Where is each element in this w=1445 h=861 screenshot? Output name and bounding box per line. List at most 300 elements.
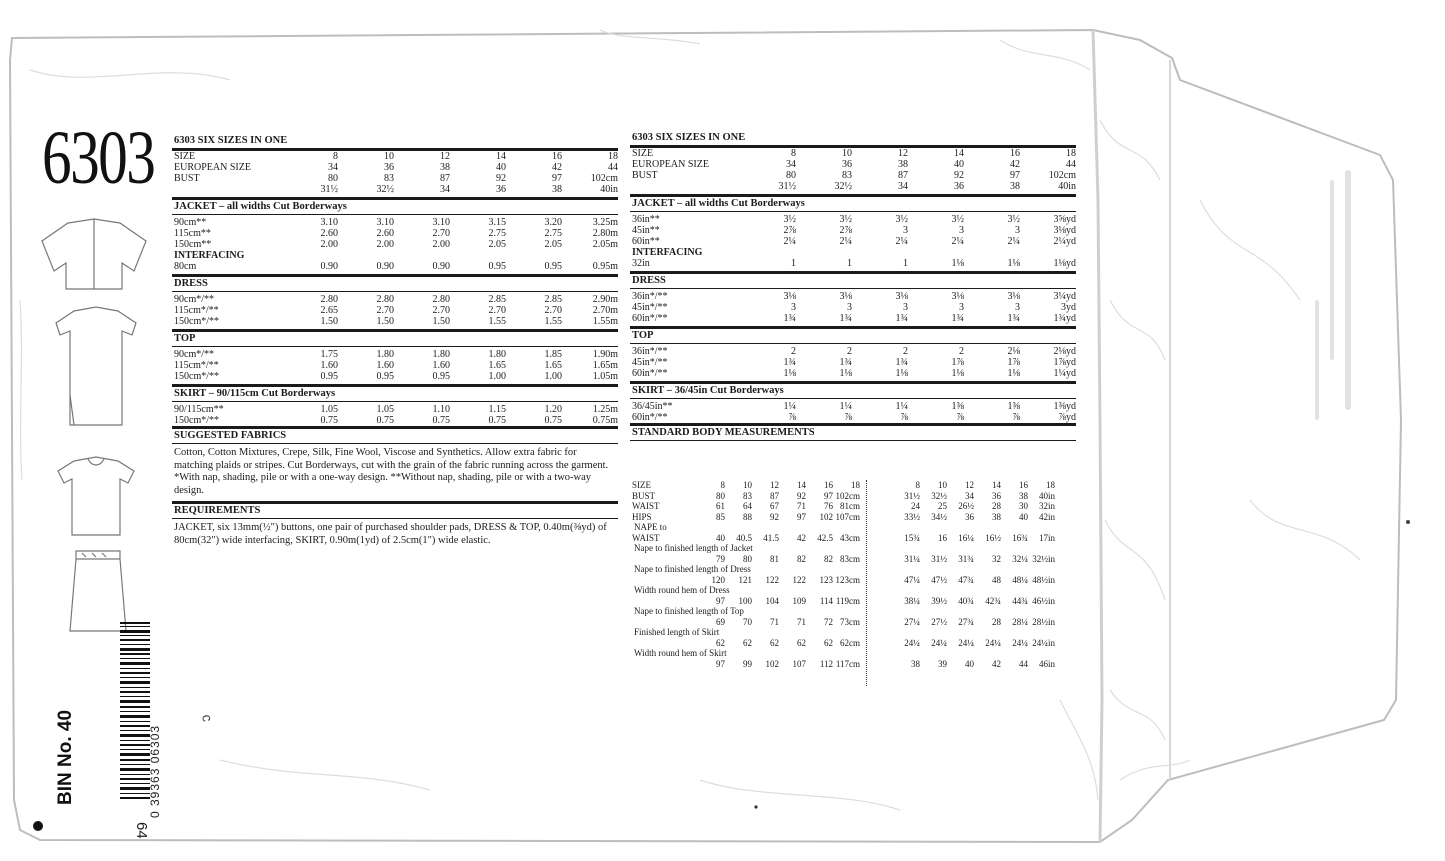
table-cell: 1.25m [592, 404, 618, 415]
suggested-fabrics-heading: SUGGESTED FABRICS [174, 430, 287, 441]
table-cell: 102cm [1048, 170, 1076, 181]
measurement-cell-cm: 43cm [840, 532, 860, 543]
table-cell: 3⅛ [1007, 291, 1020, 302]
table-cell: 2.05m [592, 239, 618, 250]
table-cell: 1.85 [544, 349, 562, 360]
table-row [172, 173, 618, 184]
table-cell: 1¼ [839, 401, 852, 412]
row-label: 45in** [632, 225, 660, 236]
measurement-cell-in: 47½ [931, 574, 947, 585]
table-cell: 1.15 [488, 404, 506, 415]
table-cell: 80 [328, 173, 338, 184]
table-cell: 0.75m [592, 415, 618, 426]
measurement-cell-cm: 73cm [840, 616, 860, 627]
measurement-caption: Nape to finished length of Top [634, 606, 744, 616]
table-cell: 3½ [951, 214, 964, 225]
table-cell: 3.15 [488, 217, 506, 228]
table-cell: 36 [842, 159, 852, 170]
measurement-cell-cm: 92 [797, 490, 806, 501]
table-cell: 0.90 [320, 261, 338, 272]
table-cell: 3 [1015, 302, 1020, 313]
table-cell: 2.75 [488, 228, 506, 239]
table-cell: 3.25m [592, 217, 618, 228]
measurement-cell-cm: 79 [716, 553, 725, 564]
measurement-cell-in: 40in [1038, 490, 1055, 501]
measurement-cell-in: 12 [965, 480, 974, 490]
section-heading: SKIRT – 90/115cm Cut Borderways [174, 388, 336, 399]
measurement-cell-in: 36 [965, 511, 974, 522]
row-label: 90cm** [174, 217, 207, 228]
table-cell: 1⅞ [1007, 357, 1020, 368]
measurement-cell-cm: 107 [792, 658, 806, 669]
table-cell: 2 [791, 346, 796, 357]
table-cell: 1.00 [488, 371, 506, 382]
measurement-cell-cm: 107cm [835, 511, 860, 522]
table-row [172, 162, 618, 173]
measurement-cell-in: 24¼ [931, 637, 947, 648]
table-cell: 38 [1010, 181, 1020, 192]
row-label [630, 181, 740, 192]
table-cell: 1.65 [544, 360, 562, 371]
measurement-cell-in: 27½ [931, 616, 947, 627]
page-number: 64 [133, 822, 150, 839]
table-cell: 14 [496, 151, 506, 162]
table-row [172, 360, 618, 371]
stray-mark: c [199, 713, 216, 723]
section-heading: SKIRT – 36/45in Cut Borderways [632, 385, 784, 396]
measurement-cell-cm: 117cm [835, 658, 860, 669]
measurement-cell-in: 39½ [931, 595, 947, 606]
measurement-cell-in: 42in [1038, 511, 1055, 522]
measurement-cell-cm: 69 [716, 616, 725, 627]
measurement-label [632, 554, 698, 565]
table-cell: 2.00 [320, 239, 338, 250]
row-label: 45in*/** [632, 302, 668, 313]
table-cell: 1.60 [432, 360, 450, 371]
table-cell: 1.75 [320, 349, 338, 360]
measurement-cell-cm: 85 [716, 511, 725, 522]
table-cell: 10 [842, 148, 852, 159]
measurement-label [632, 596, 698, 607]
table-row [630, 181, 1076, 192]
row-label: 60in*/** [632, 412, 668, 423]
table-cell: 2.70m [592, 305, 618, 316]
measurement-cell-in: 14 [992, 480, 1001, 490]
table-row [172, 404, 618, 415]
measurement-cell-in: 28 [992, 501, 1001, 511]
measurement-cell-cm: 99 [743, 658, 752, 669]
row-label: BUST [632, 170, 658, 181]
flat-sketches [38, 215, 150, 660]
table-cell: 1¾yd [1053, 313, 1076, 324]
table-row [172, 316, 618, 327]
table-cell: 1⅜ [1007, 401, 1020, 412]
row-label: INTERFACING [632, 247, 703, 258]
table-cell: ⅞yd [1058, 412, 1076, 423]
table-cell: 3 [847, 302, 852, 313]
table-cell: 2 [847, 346, 852, 357]
table-cell: 0.95 [432, 371, 450, 382]
measurement-cell-cm: 16 [824, 480, 833, 490]
table-cell: 1.80 [376, 349, 394, 360]
table-cell: 1¾ [1007, 313, 1020, 324]
table-cell: 0.95 [488, 261, 506, 272]
measurement-row [632, 501, 1072, 512]
measurement-cell-cm: 71 [797, 616, 806, 627]
table-cell: 3½ [783, 214, 796, 225]
measurement-cell-cm: 18 [851, 480, 860, 490]
measurement-cell-cm: 67 [770, 501, 779, 511]
table-cell: 2¼ [951, 236, 964, 247]
row-label: 90/115cm** [174, 404, 224, 415]
row-label: 80cm [174, 261, 197, 272]
measurement-label [632, 638, 698, 649]
table-cell: 31½ [320, 184, 338, 195]
measurement-cell-cm: 121 [738, 574, 752, 585]
measurement-cell-cm: 81 [770, 553, 779, 564]
measurement-cell-cm: 123cm [835, 574, 860, 585]
table-cell: 1¾ [839, 357, 852, 368]
measurement-cell-in: 48¼ [1012, 574, 1028, 585]
measurement-cell-in: 39 [938, 658, 947, 669]
measurement-cell-cm: 82 [824, 553, 833, 564]
table-row [172, 217, 618, 228]
measurement-caption: Nape to finished length of Jacket [634, 543, 753, 553]
table-cell: 31½ [778, 181, 796, 192]
body-measurements-heading: STANDARD BODY MEASUREMENTS [632, 427, 815, 438]
table-cell: 1⅛ [1007, 258, 1020, 269]
table-row [172, 349, 618, 360]
table-cell: 92 [496, 173, 506, 184]
barcode-icon [120, 622, 150, 802]
measurement-cell-cm: 40 [716, 532, 725, 543]
table-cell: 44 [1066, 159, 1076, 170]
table-cell: 1⅛yd [1053, 258, 1076, 269]
measurement-cell-cm: 97 [716, 595, 725, 606]
sketch-group [38, 215, 150, 655]
table-cell: 3.20 [544, 217, 562, 228]
table-row [172, 261, 618, 272]
table-cell: 38 [552, 184, 562, 195]
measurement-cell-in: 48 [992, 574, 1001, 585]
measurement-cell-in: 32 [992, 553, 1001, 564]
table-cell: 2.80 [320, 294, 338, 305]
table-cell: 1¾ [783, 357, 796, 368]
table-cell: 0.90 [376, 261, 394, 272]
measurement-cell-cm: 123 [819, 574, 833, 585]
table-cell: 40 [496, 162, 506, 173]
bin-number: BIN No. 40 [55, 709, 76, 805]
measurement-label: BUST [632, 490, 656, 501]
section-heading: DRESS [632, 275, 666, 286]
row-label: 150cm*/** [174, 415, 219, 426]
table-cell: 2.70 [544, 305, 562, 316]
table-cell: 2.75 [544, 228, 562, 239]
measurement-cell-cm: 72 [824, 616, 833, 627]
row-label: 32in [632, 258, 650, 269]
row-label: SIZE [174, 151, 196, 162]
table-cell: 40in [1058, 181, 1076, 192]
table-cell: 92 [954, 170, 964, 181]
table-cell: 2.00 [432, 239, 450, 250]
table-cell: 1⅛ [895, 368, 908, 379]
table-cell: 18 [1066, 148, 1076, 159]
table-cell [796, 247, 852, 258]
table-cell [964, 247, 1020, 258]
table-row [172, 305, 618, 316]
table-cell: 1¾ [951, 313, 964, 324]
table-cell: 12 [898, 148, 908, 159]
table-cell: 34 [786, 159, 796, 170]
measurement-cell-in: 44 [1019, 658, 1028, 669]
table-row [172, 151, 618, 162]
table-cell: 3⅝yd [1053, 214, 1076, 225]
measurement-cell-in: 47¾ [958, 574, 974, 585]
measurement-cell-in: 46½in [1032, 595, 1055, 606]
measurement-cell-in: 16 [1019, 480, 1028, 490]
table-cell: 2.80m [592, 228, 618, 239]
table-cell: 1.50 [320, 316, 338, 327]
table-row [630, 368, 1076, 379]
table-cell: 2⅞ [783, 225, 796, 236]
table-cell: 2.80 [432, 294, 450, 305]
measurement-cell-cm: 41.5 [763, 532, 779, 543]
measurement-row [632, 596, 1072, 607]
table-cell: 1.65m [592, 360, 618, 371]
table-cell: 1.05m [592, 371, 618, 382]
row-label: 36/45in** [632, 401, 673, 412]
table-cell: 1¾ [839, 313, 852, 324]
measurement-cell-cm: 102cm [835, 490, 860, 501]
measurement-cell-in: 31¼ [904, 553, 920, 564]
row-label: 60in** [632, 236, 660, 247]
row-label: EUROPEAN SIZE [632, 159, 709, 170]
table-cell: 0.95m [592, 261, 618, 272]
row-label: 36in*/** [632, 291, 668, 302]
measurement-row [632, 617, 1072, 628]
measurement-cell-in: 42 [992, 658, 1001, 669]
table-cell: 0.75 [488, 415, 506, 426]
table-cell: 1¼ [783, 401, 796, 412]
table-cell: 1⅜yd [1053, 401, 1076, 412]
table-cell: 3yd [1061, 302, 1076, 313]
imperial-size-table [630, 148, 1076, 192]
table-cell: 18 [608, 151, 618, 162]
table-cell: 1.50 [376, 316, 394, 327]
barcode-digits: 0 39363 06303 [148, 724, 162, 818]
measurement-cell-in: 36 [992, 490, 1001, 501]
measurement-cell-in: 24¼ [904, 637, 920, 648]
measurement-cell-cm: 64 [743, 501, 752, 511]
table-cell: 1.05 [320, 404, 338, 415]
measurement-cell-in: 46in [1038, 658, 1055, 669]
table-cell [852, 247, 908, 258]
table-cell: 42 [552, 162, 562, 173]
nape-label: NAPE to [634, 522, 667, 532]
measurement-row [632, 554, 1072, 565]
metric-yardage-panel [172, 134, 618, 551]
table-cell: 1¼yd [1053, 368, 1076, 379]
measurement-cell-in: 28½in [1032, 616, 1055, 627]
table-cell: 2.05 [544, 239, 562, 250]
measurement-cell-cm: 40.5 [736, 532, 752, 543]
table-cell: 1.80 [488, 349, 506, 360]
table-cell [394, 250, 450, 261]
table-cell: 2¼ [1007, 236, 1020, 247]
measurement-row [632, 638, 1072, 649]
table-cell: 8 [791, 148, 796, 159]
measurement-cell-in: 24¼ [1012, 637, 1028, 648]
table-cell: 16 [552, 151, 562, 162]
table-cell: 40 [954, 159, 964, 170]
measurement-row [632, 512, 1072, 523]
table-cell: 44 [608, 162, 618, 173]
table-cell: 1 [903, 258, 908, 269]
measurement-cell-cm: 12 [770, 480, 779, 490]
table-cell: 1.20 [544, 404, 562, 415]
measurement-cell-in: 10 [938, 480, 947, 490]
table-cell: 1⅜ [951, 401, 964, 412]
measurement-cell-cm: 62 [824, 637, 833, 648]
measurement-label: SIZE [632, 480, 651, 490]
table-cell: 2⅛yd [1053, 346, 1076, 357]
table-row [172, 184, 618, 195]
measurement-cell-cm: 97 [797, 511, 806, 522]
table-cell: 36 [496, 184, 506, 195]
table-cell: 3 [791, 302, 796, 313]
table-cell: 3.10 [320, 217, 338, 228]
row-label: 90cm*/** [174, 294, 214, 305]
table-cell: 3½ [1007, 214, 1020, 225]
table-row [630, 313, 1076, 324]
table-cell: 36 [384, 162, 394, 173]
measurement-cell-in: 32½in [1032, 553, 1055, 564]
table-cell: 1¼ [895, 401, 908, 412]
table-row [630, 302, 1076, 313]
table-cell: 3 [959, 302, 964, 313]
table-cell: 3⅛ [895, 291, 908, 302]
measurement-cell-cm: 97 [716, 658, 725, 669]
table-row [630, 159, 1076, 170]
table-cell: 3¼yd [1053, 291, 1076, 302]
measurement-cell-in: 38 [992, 511, 1001, 522]
table-cell: 40in [600, 184, 618, 195]
table-cell: 1.80 [432, 349, 450, 360]
measurement-cell-cm: 83 [743, 490, 752, 501]
table-row [630, 291, 1076, 302]
table-cell: 1⅛ [951, 368, 964, 379]
measurement-cell-cm: 62 [743, 637, 752, 648]
column-gap [860, 575, 887, 586]
measurement-cell-cm: 114 [819, 595, 833, 606]
table-cell: 1.60 [320, 360, 338, 371]
section-heading: JACKET – all widths Cut Borderways [174, 201, 347, 212]
table-cell: 2 [959, 346, 964, 357]
table-cell: 0.75 [432, 415, 450, 426]
table-cell: 0.75 [320, 415, 338, 426]
table-cell: 32½ [376, 184, 394, 195]
table-row [630, 412, 1076, 423]
measurement-cell-in: 48½in [1032, 574, 1055, 585]
row-label: 90cm*/** [174, 349, 214, 360]
measurement-cell-cm: 100 [738, 595, 752, 606]
measurement-cell-cm: 119cm [835, 595, 860, 606]
table-cell: 1⅛ [839, 368, 852, 379]
measurement-cell-cm: 88 [743, 511, 752, 522]
table-cell [908, 247, 964, 258]
measurement-caption: Finished length of Skirt [634, 627, 720, 637]
imperial-title: 6303 SIX SIZES IN ONE [632, 132, 746, 143]
jacket-flat-sketch-icon [42, 219, 146, 289]
measurement-cell-in: 28¼ [1012, 616, 1028, 627]
table-cell: 1 [791, 258, 796, 269]
table-cell: 2¼ [783, 236, 796, 247]
table-cell: 14 [954, 148, 964, 159]
measurement-cell-in: 28 [992, 616, 1001, 627]
measurement-cell-in: 16½ [985, 532, 1001, 543]
table-cell: 42 [1010, 159, 1020, 170]
measurement-cell-in: 27¼ [904, 616, 920, 627]
measurement-cell-cm: 62 [797, 637, 806, 648]
table-row [172, 228, 618, 239]
row-label: 115cm** [174, 228, 211, 239]
measurement-cell-cm: 42 [797, 532, 806, 543]
table-row [630, 214, 1076, 225]
top-flat-sketch-icon [58, 457, 134, 535]
table-row [172, 250, 618, 261]
table-cell: 3½ [839, 214, 852, 225]
measurement-cell-cm: 61 [716, 501, 725, 511]
table-cell: 2¼ [895, 236, 908, 247]
measurement-cell-in: 30 [1019, 501, 1028, 511]
measurement-cell-in: 24¼ [985, 637, 1001, 648]
table-cell [338, 250, 394, 261]
table-cell: 3½ [895, 214, 908, 225]
table-cell: 3⅛ [951, 291, 964, 302]
table-cell: 1.90m [592, 349, 618, 360]
table-cell: 1.55m [592, 316, 618, 327]
table-cell: 0.95 [376, 371, 394, 382]
measurement-cell-cm: 104 [765, 595, 779, 606]
table-cell: 34 [898, 181, 908, 192]
table-cell: 102cm [590, 173, 618, 184]
column-gap [860, 659, 887, 670]
row-label: BUST [174, 173, 200, 184]
table-cell [282, 250, 338, 261]
table-cell: 1.10 [432, 404, 450, 415]
table-cell: 1.00 [544, 371, 562, 382]
table-cell: ⅞ [844, 412, 852, 423]
row-label: EUROPEAN SIZE [174, 162, 251, 173]
table-cell: 34 [440, 184, 450, 195]
row-label [172, 184, 282, 195]
row-label: 150cm*/** [174, 371, 219, 382]
table-cell: 1¾ [895, 313, 908, 324]
row-label: 36in*/** [632, 346, 668, 357]
table-row [630, 225, 1076, 236]
table-cell: 0.90 [432, 261, 450, 272]
column-gap [860, 491, 887, 502]
table-cell: 1.65 [488, 360, 506, 371]
requirements-heading: REQUIREMENTS [174, 505, 261, 516]
measurement-row [632, 480, 1072, 491]
table-row [172, 294, 618, 305]
measurement-cell-in: 34 [965, 490, 974, 501]
table-cell: 87 [440, 173, 450, 184]
measurement-cell-in: 34½ [931, 511, 947, 522]
measurement-cell-cm: 92 [770, 511, 779, 522]
measurement-cell-cm: 81cm [840, 501, 860, 511]
